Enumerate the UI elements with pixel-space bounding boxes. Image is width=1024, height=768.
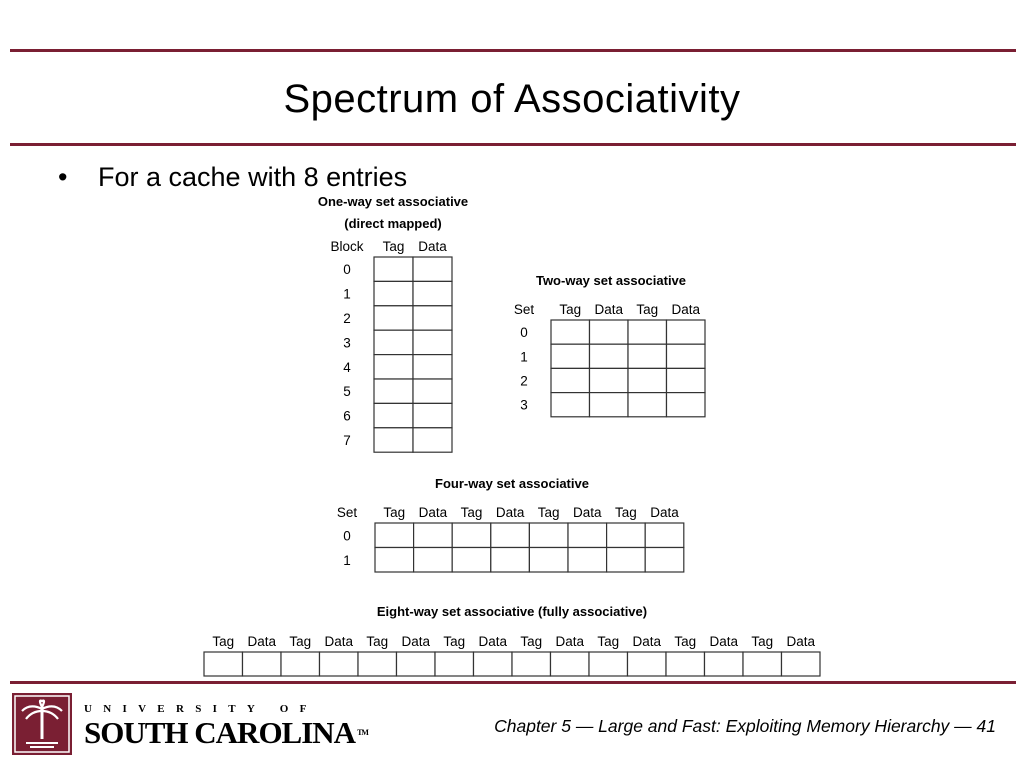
eight-way-col-header: Tag (520, 634, 543, 649)
eight-way-cell (474, 652, 513, 676)
eight-way-col-header: Tag (366, 634, 389, 649)
four-way-col-header: Data (650, 505, 679, 520)
eight-way-table (204, 604, 820, 676)
four-way-cell (375, 548, 414, 573)
one-way-row-label: 0 (343, 262, 351, 278)
eight-way-cell (666, 652, 705, 676)
one-way-cell (374, 306, 413, 330)
eight-way-col-header: Tag (597, 634, 620, 649)
logo-trademark: TM (357, 728, 368, 737)
eight-way-col-header: Data (786, 634, 816, 649)
one-way-cell (374, 428, 413, 452)
one-way-row-label: 5 (343, 384, 351, 400)
four-way-cell (452, 548, 491, 573)
one-way-row-label: 4 (343, 359, 351, 375)
two-way-caption: Two-way set associative (535, 273, 687, 288)
two-way-col-header: Tag (636, 302, 659, 317)
eight-way-cell (435, 652, 474, 676)
one-way-cell (374, 403, 413, 427)
two-way-row-label: 2 (520, 373, 528, 389)
four-way-row-header: Set (336, 505, 358, 520)
two-way-cell (551, 344, 590, 368)
four-way-cell (491, 548, 530, 573)
two-way-cell (667, 344, 706, 368)
one-way-row-label: 2 (343, 311, 351, 326)
four-way-cell (375, 523, 414, 548)
four-way-table (337, 476, 684, 572)
four-way-cell (607, 523, 646, 548)
two-way-cell (667, 368, 706, 392)
four-way-col-header: Data (573, 505, 602, 520)
eight-way-cell (281, 652, 320, 676)
eight-way-cell (628, 652, 667, 676)
four-way-cell (645, 548, 684, 573)
two-way-row-header: Set (513, 302, 535, 317)
eight-way-cell (551, 652, 590, 676)
one-way-row-label: 3 (343, 335, 351, 351)
one-way-cell (374, 330, 413, 354)
four-way-cell (452, 523, 491, 548)
two-way-row-label: 1 (520, 349, 528, 365)
one-way-cell (374, 257, 413, 281)
two-way-col-header: Data (671, 302, 701, 317)
two-way-cell (590, 320, 629, 344)
four-way-cell (414, 548, 453, 573)
two-way-cell (551, 393, 590, 417)
two-way-row-label: 3 (520, 397, 528, 413)
one-way-cell (413, 355, 452, 379)
two-way-cell (628, 320, 667, 344)
eight-way-cell (243, 652, 282, 676)
two-way-col-header: Tag (559, 302, 582, 317)
two-way-table (514, 273, 705, 417)
one-way-caption: One-way set associative (317, 194, 469, 209)
footer-chapter-label: Chapter 5 — Large and Fast: Exploiting Memory Hierarchy — 41 (494, 716, 996, 736)
eight-way-col-header: Data (709, 634, 739, 649)
eight-way-col-header: Data (324, 634, 354, 649)
eight-way-col-header: Data (247, 634, 277, 649)
eight-way-cell (320, 652, 359, 676)
two-way-row-label: 0 (520, 325, 528, 341)
two-way-cell (667, 393, 706, 417)
eight-way-col-header: Tag (751, 634, 774, 649)
bullet-text: For a cache with 8 entries (98, 162, 408, 192)
one-way-row-label: 6 (343, 408, 351, 424)
eight-way-cell (782, 652, 821, 676)
eight-way-cell (743, 652, 782, 676)
one-way-col-header: Tag (382, 239, 405, 254)
two-way-cell (551, 368, 590, 392)
eight-way-cell (512, 652, 551, 676)
one-way-cell (413, 257, 452, 281)
eight-way-caption: Eight-way set associative (fully associative) (376, 604, 648, 619)
two-way-cell (628, 344, 667, 368)
four-way-row-label: 0 (343, 528, 351, 544)
four-way-cell (607, 548, 646, 573)
two-way-cell (551, 320, 590, 344)
footer-rule (10, 681, 1016, 684)
one-way-cell (374, 281, 413, 305)
eight-way-col-header: Data (478, 634, 508, 649)
two-way-cell (667, 320, 706, 344)
eight-way-cell (358, 652, 397, 676)
one-way-cell (374, 379, 413, 403)
eight-way-col-header: Tag (443, 634, 466, 649)
one-way-cell (374, 355, 413, 379)
logo-line-university: UNIVERSITY OF (84, 703, 318, 715)
one-way-cell (413, 379, 452, 403)
four-way-cell (529, 523, 568, 548)
eight-way-cell (705, 652, 744, 676)
one-way-cell (413, 281, 452, 305)
four-way-col-header: Data (495, 505, 525, 520)
eight-way-col-header: Tag (289, 634, 312, 649)
one-way-cell (413, 428, 452, 452)
four-way-col-header: Tag (460, 505, 483, 520)
four-way-cell (568, 548, 607, 573)
four-way-row-label: 1 (343, 552, 351, 568)
one-way-cell (413, 330, 452, 354)
four-way-cell (491, 523, 530, 548)
eight-way-col-header: Tag (212, 634, 235, 649)
two-way-cell (590, 393, 629, 417)
logo-line-south-carolina: SOUTH CAROLINA (84, 715, 356, 750)
one-way-col-header: Data (418, 239, 447, 254)
eight-way-col-header: Data (401, 634, 431, 649)
eight-way-cell (397, 652, 436, 676)
four-way-caption: Four-way set associative (435, 476, 589, 491)
two-way-cell (590, 368, 629, 392)
four-way-cell (414, 523, 453, 548)
four-way-col-header: Tag (383, 505, 406, 520)
one-way-row-label: 1 (343, 286, 351, 302)
one-way-table (318, 194, 468, 452)
two-way-col-header: Data (594, 302, 624, 317)
slide-title: Spectrum of Associativity (283, 77, 741, 121)
university-logo (84, 703, 368, 751)
one-way-row-label: 7 (343, 433, 351, 448)
one-way-subcaption: (direct mapped) (344, 216, 442, 231)
four-way-col-header: Tag (615, 505, 637, 520)
eight-way-cell (204, 652, 243, 676)
palmetto-logo-icon (12, 693, 72, 755)
bullet-dot-icon: • (58, 162, 68, 192)
two-way-cell (628, 393, 667, 417)
one-way-cell (413, 403, 452, 427)
eight-way-col-header: Data (632, 634, 662, 649)
one-way-row-header: Block (330, 239, 364, 254)
four-way-cell (529, 548, 568, 573)
one-way-cell (413, 306, 452, 330)
eight-way-col-header: Data (555, 634, 585, 649)
eight-way-col-header: Tag (674, 634, 697, 649)
four-way-col-header: Data (418, 505, 448, 520)
four-way-cell (645, 523, 684, 548)
four-way-cell (568, 523, 607, 548)
two-way-cell (590, 344, 629, 368)
four-way-col-header: Tag (537, 505, 560, 520)
eight-way-cell (589, 652, 628, 676)
two-way-cell (628, 368, 667, 392)
